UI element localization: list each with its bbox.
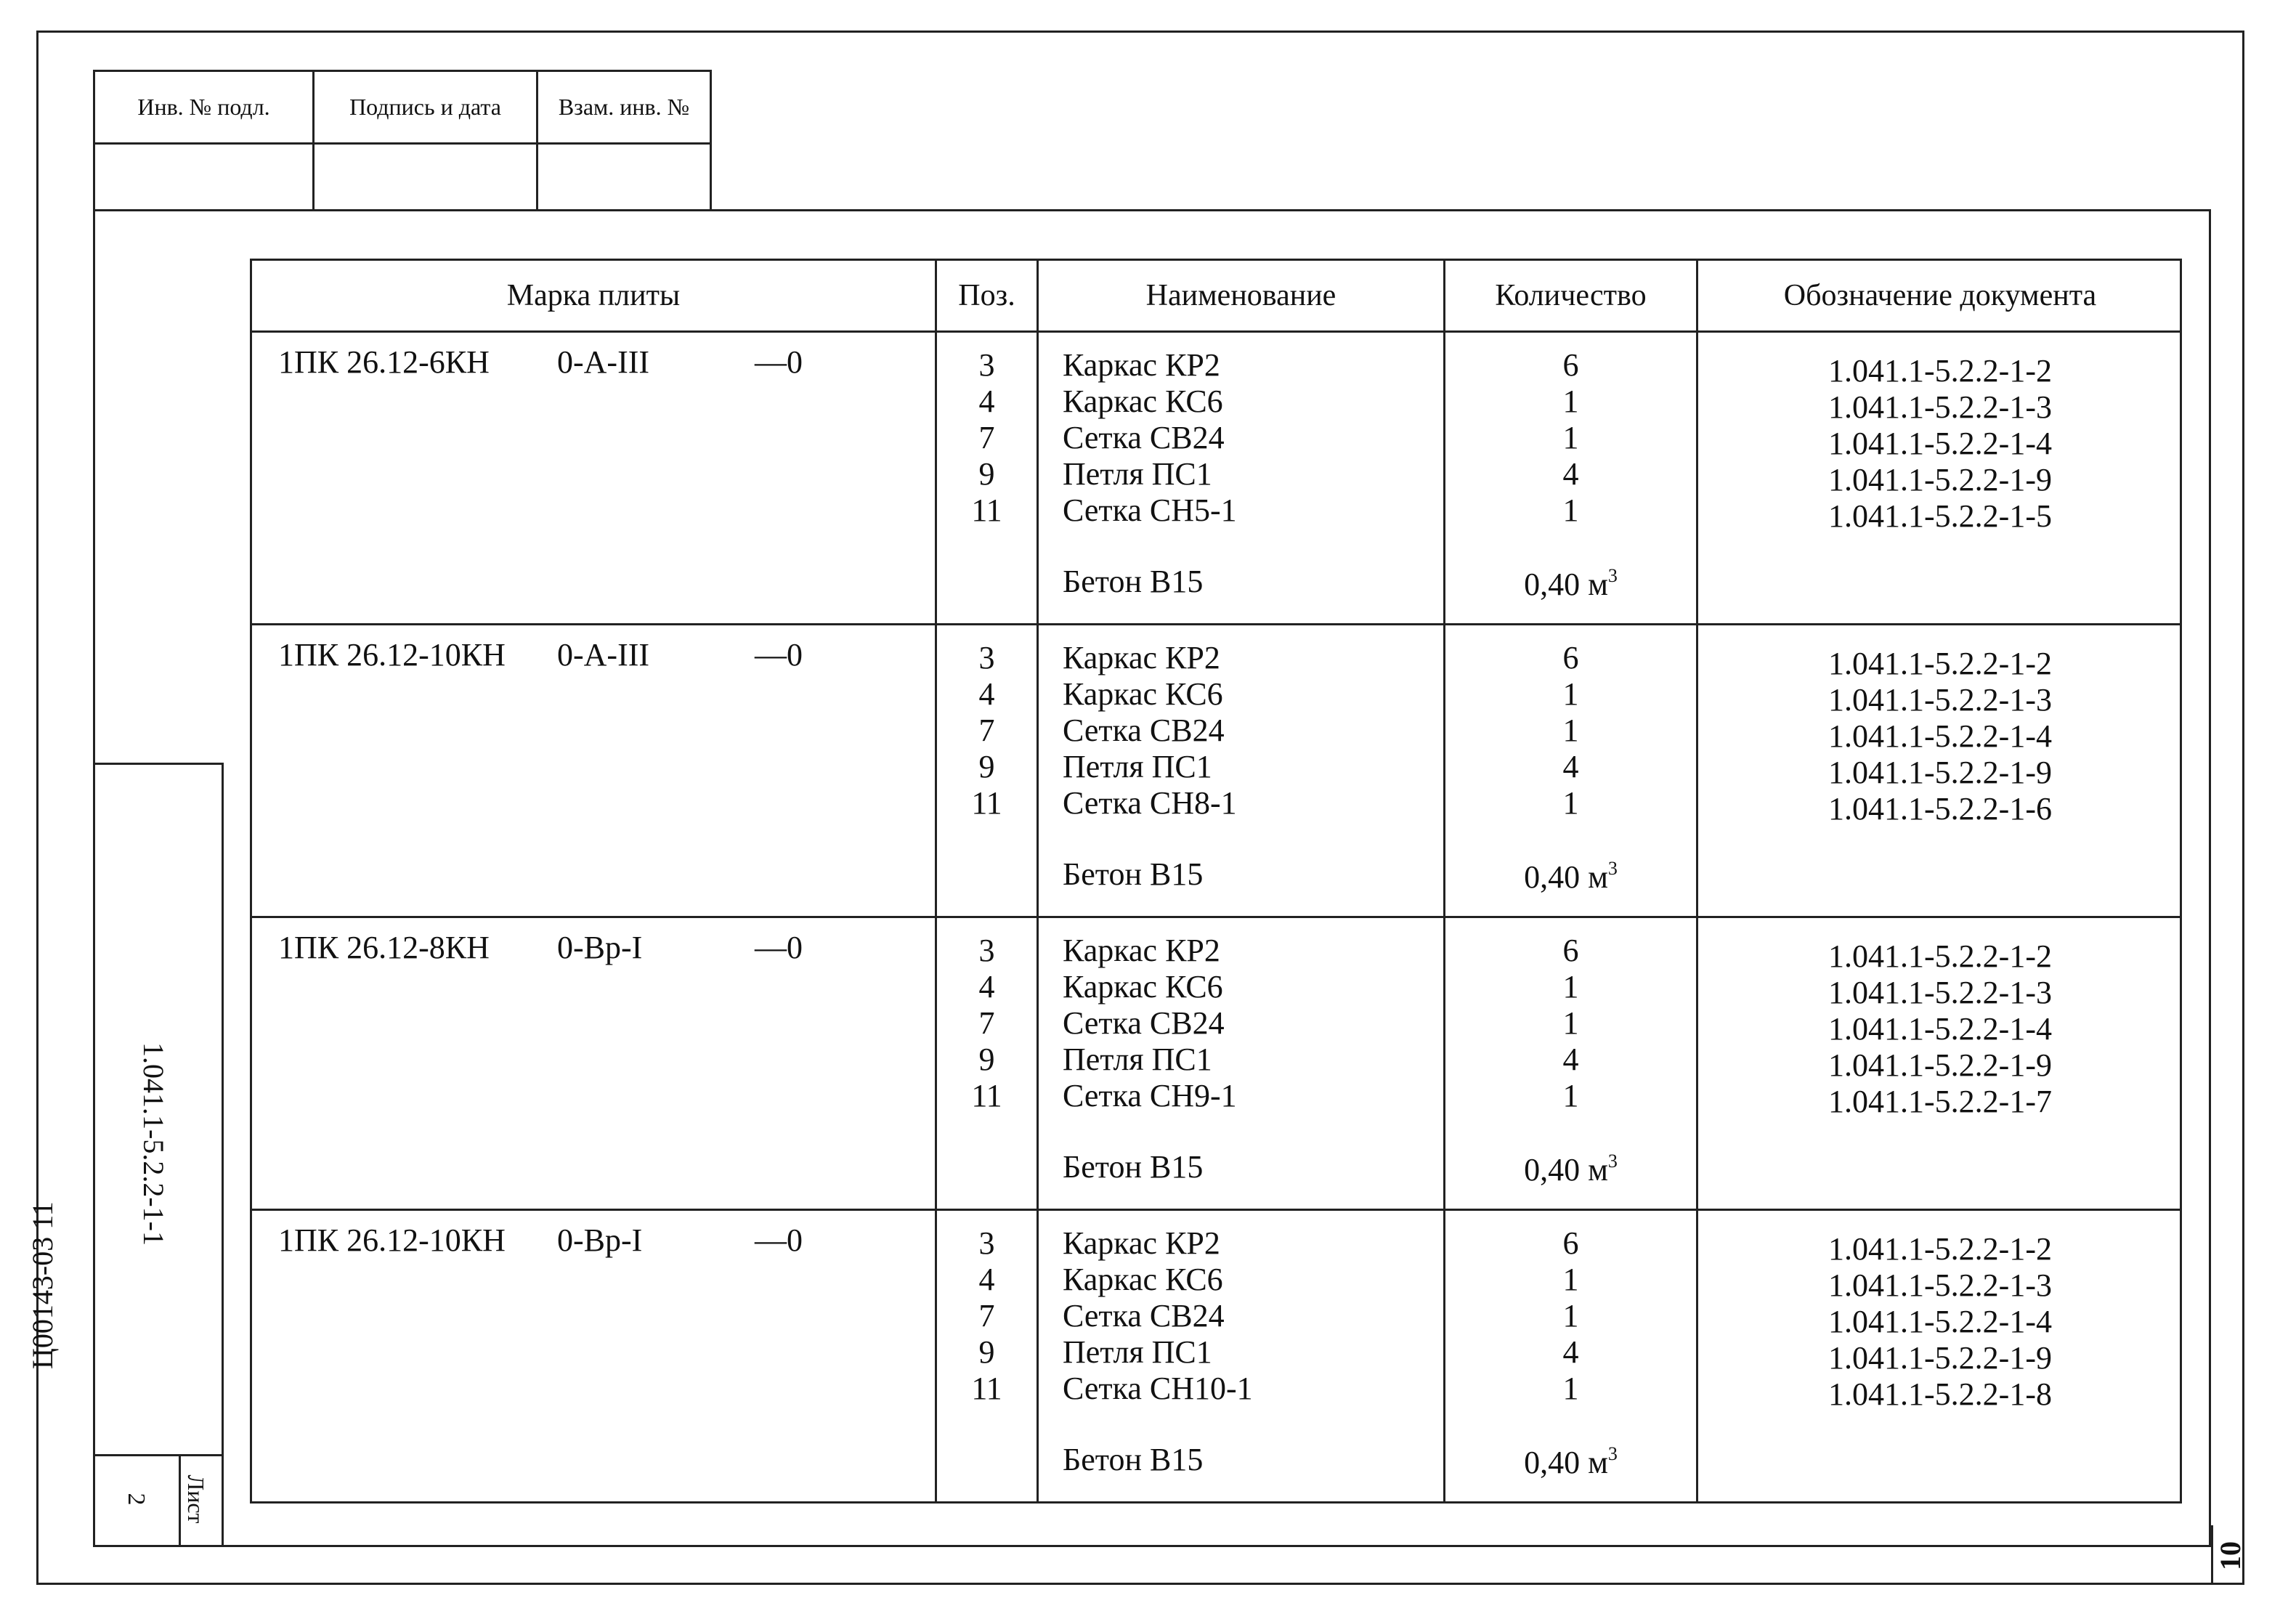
item-name: Сетка СВ24 [1063, 1298, 1225, 1334]
mark-suffix: —0 [755, 344, 803, 380]
document-code: 1.041.1-5.2.2-1-9 [1828, 1047, 2052, 1083]
item-name: Петля ПС1 [1063, 456, 1212, 492]
sheet-label: Лист [183, 1474, 209, 1524]
item-name: Сетка СН8-1 [1063, 785, 1237, 821]
side-archive-code: Ц00143-03 11 [26, 1201, 59, 1369]
position-number: 4 [978, 1262, 995, 1297]
table-row-group [252, 333, 2180, 625]
position-number: 9 [978, 1334, 995, 1370]
header-marka: Марка плиты [506, 279, 681, 312]
position-number: 4 [978, 676, 995, 712]
item-quantity: 1 [1562, 1078, 1579, 1113]
podpis-data-label: Подпись и дата [315, 72, 538, 145]
item-quantity: 6 [1562, 347, 1579, 383]
document-code: 1.041.1-5.2.2-1-3 [1828, 389, 2052, 425]
position-number: 9 [978, 749, 995, 784]
position-number: 7 [978, 1005, 995, 1041]
document-code: 1.041.1-5.2.2-1-9 [1828, 462, 2052, 498]
item-name: Сетка СВ24 [1063, 420, 1225, 455]
item-quantity: 1 [1562, 1262, 1579, 1297]
item-name: Каркас КР2 [1063, 933, 1220, 968]
top-stamp [93, 70, 712, 209]
plate-mark: 1ПК 26.12-8КН [278, 930, 490, 965]
steel-class: 0-Вр-I [557, 930, 643, 965]
position-number: 3 [978, 640, 995, 675]
header-doc: Обозначение документа [1783, 279, 2097, 312]
item-name: Сетка СВ24 [1063, 713, 1225, 748]
item-quantity: 4 [1562, 1042, 1579, 1077]
volume-value: 0,40 м [1524, 1152, 1608, 1188]
mark-suffix: —0 [755, 1222, 803, 1258]
document-code: 1.041.1-5.2.2-1-6 [1828, 791, 2052, 827]
item-quantity: 1 [1562, 492, 1579, 528]
document-code: 1.041.1-5.2.2-1-2 [1828, 353, 2052, 389]
position-number: 11 [971, 1078, 1002, 1113]
volume-unit-exponent: 3 [1607, 858, 1618, 879]
header-poz: Поз. [958, 279, 1015, 312]
plate-mark: 1ПК 26.12-6КН [278, 344, 490, 380]
page-number: 10 [2214, 1541, 2247, 1570]
item-name: Каркас КС6 [1063, 384, 1223, 419]
concrete-volume [1445, 1445, 1696, 1481]
document-code: 1.041.1-5.2.2-1-3 [1828, 682, 2052, 718]
document-code: 1.041.1-5.2.2-1-9 [1828, 1340, 2052, 1376]
volume-unit-exponent: 3 [1607, 1151, 1618, 1172]
mark-suffix: —0 [755, 637, 803, 673]
item-quantity: 1 [1562, 420, 1579, 455]
volume-unit-exponent: 3 [1607, 565, 1618, 586]
document-code: 1.041.1-5.2.2-1-7 [1828, 1084, 2052, 1119]
side-divider [93, 1454, 224, 1456]
position-number: 7 [978, 713, 995, 748]
item-quantity: 1 [1562, 676, 1579, 712]
steel-class: 0-Вр-I [557, 1222, 643, 1258]
item-quantity: 1 [1562, 1298, 1579, 1334]
concrete-volume [1445, 567, 1696, 603]
position-number: 3 [978, 347, 995, 383]
item-name: Петля ПС1 [1063, 1334, 1212, 1370]
inv-podl-label: Инв. № подл. [95, 72, 315, 145]
item-name: Каркас КС6 [1063, 1262, 1223, 1297]
plate-mark: 1ПК 26.12-10КН [278, 1222, 506, 1258]
position-number: 3 [978, 933, 995, 968]
volume-value: 0,40 м [1524, 1445, 1608, 1480]
volume-value: 0,40 м [1524, 567, 1608, 602]
position-number: 4 [978, 969, 995, 1005]
document-code: 1.041.1-5.2.2-1-3 [1828, 975, 2052, 1010]
item-name: Петля ПС1 [1063, 749, 1212, 784]
document-code: 1.041.1-5.2.2-1-2 [1828, 1231, 2052, 1267]
document-code: 1.041.1-5.2.2-1-5 [1828, 498, 2052, 534]
item-quantity: 4 [1562, 456, 1579, 492]
item-name: Каркас КС6 [1063, 969, 1223, 1005]
item-quantity: 1 [1562, 785, 1579, 821]
concrete-volume [1445, 859, 1696, 896]
document-code: 1.041.1-5.2.2-1-2 [1828, 938, 2052, 974]
position-number: 9 [978, 1042, 995, 1077]
position-number: 4 [978, 384, 995, 419]
item-quantity: 6 [1562, 1225, 1579, 1261]
item-quantity: 4 [1562, 749, 1579, 784]
steel-class: 0-А-III [557, 344, 650, 380]
position-number: 7 [978, 420, 995, 455]
document-code: 1.041.1-5.2.2-1-2 [1828, 646, 2052, 681]
position-number: 11 [971, 785, 1002, 821]
header-name: Наименование [1145, 279, 1336, 312]
concrete-grade: Бетон В15 [1063, 1442, 1204, 1477]
item-name: Каркас КР2 [1063, 1225, 1220, 1261]
position-number: 3 [978, 1225, 995, 1261]
position-number: 9 [978, 456, 995, 492]
document-code: 1.041.1-5.2.2-1-4 [1828, 426, 2052, 461]
item-quantity: 1 [1562, 713, 1579, 748]
document-code: 1.041.1-5.2.2-1-3 [1828, 1267, 2052, 1303]
steel-class: 0-А-III [557, 637, 650, 673]
item-quantity: 1 [1562, 1005, 1579, 1041]
concrete-grade: Бетон В15 [1063, 1149, 1204, 1185]
header-qty: Количество [1495, 279, 1647, 312]
mark-suffix: —0 [755, 930, 803, 965]
volume-value: 0,40 м [1524, 859, 1608, 895]
document-code: 1.041.1-5.2.2-1-4 [1828, 1011, 2052, 1047]
plate-mark: 1ПК 26.12-10КН [278, 637, 506, 673]
item-name: Сетка СВ24 [1063, 1005, 1225, 1041]
document-code: 1.041.1-5.2.2-1-9 [1828, 755, 2052, 790]
inv-podl-value-cell [95, 145, 315, 211]
item-quantity: 4 [1562, 1334, 1579, 1370]
sheet-number: 2 [123, 1493, 150, 1506]
item-name: Петля ПС1 [1063, 1042, 1212, 1077]
table-row-group [252, 918, 2180, 1211]
position-number: 11 [971, 1371, 1002, 1406]
specification-table [250, 259, 2182, 1504]
concrete-grade: Бетон В15 [1063, 856, 1204, 892]
item-quantity: 1 [1562, 969, 1579, 1005]
document-code: 1.041.1-5.2.2-1-8 [1828, 1376, 2052, 1412]
item-quantity: 1 [1562, 1371, 1579, 1406]
document-code: 1.041.1-5.2.2-1-4 [1828, 1304, 2052, 1339]
table-row-group [252, 1211, 2180, 1504]
concrete-grade: Бетон В15 [1063, 564, 1204, 599]
document-code: 1.041.1-5.2.2-1-4 [1828, 718, 2052, 754]
position-number: 7 [978, 1298, 995, 1334]
item-name: Каркас КР2 [1063, 347, 1220, 383]
item-name: Каркас КС6 [1063, 676, 1223, 712]
podpis-data-value-cell [315, 145, 538, 211]
volume-unit-exponent: 3 [1607, 1443, 1618, 1464]
item-name: Сетка СН9-1 [1063, 1078, 1237, 1113]
item-quantity: 1 [1562, 384, 1579, 419]
item-name: Сетка СН5-1 [1063, 492, 1237, 528]
position-number: 11 [971, 492, 1002, 528]
item-name: Сетка СН10-1 [1063, 1371, 1253, 1406]
item-quantity: 6 [1562, 933, 1579, 968]
item-name: Каркас КР2 [1063, 640, 1220, 675]
side-doc-code: 1.041.1-5.2.2-1-1 [137, 1042, 170, 1246]
table-row-group [252, 625, 2180, 918]
concrete-volume [1445, 1152, 1696, 1188]
item-quantity: 6 [1562, 640, 1579, 675]
vzam-inv-label: Взам. инв. № [538, 72, 710, 145]
